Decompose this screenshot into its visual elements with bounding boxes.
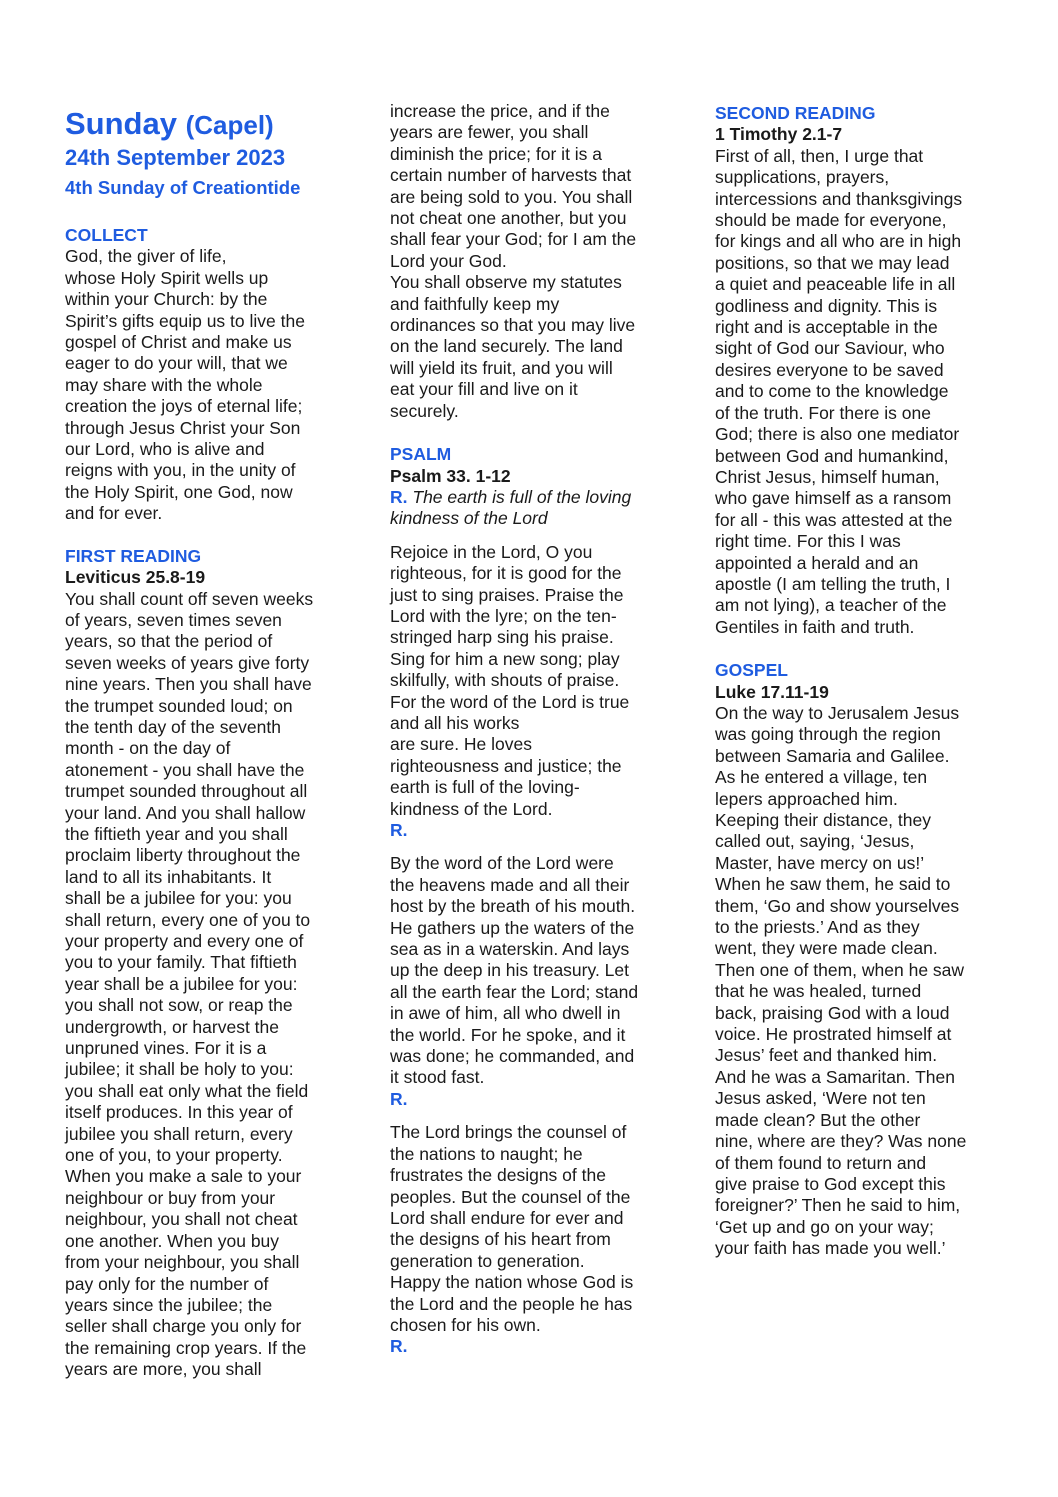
season-title: 4th Sunday of Creationtide [65,177,301,198]
psalm-verse-3: The Lord brings the counsel of the nations to naught; he frustrates the designs of the peoples. But the counsel of the Lord shall endure for ever and the designs of his heart from generation to generation. Happy the nation whose God is the Lord and the people he has chosen for his own. [390,1122,634,1335]
psalm-verse-3-response: R. [390,1336,408,1357]
first-reading-heading: FIRST READING [65,545,202,566]
first-reading-reference: Leviticus 25.8-19 [65,567,206,588]
psalm-verse-2-response: R. [390,1088,408,1109]
psalm-response [390,487,675,530]
first-reading-text: You shall count off seven weeks of years, seven times seven years, so that the period of seven weeks of years give forty nine years. Then you shall have the trumpet sounded loud; on the tenth day of the seventh month - on the day of atonement - you shall have the trumpet sounded throughout all your land. And you shall hallow the fiftieth year and you shall proclaim liberty throughout the land to all its inhabitants. It shall be a jubilee for you: you shall return, every one of you to your property and every one of you to your family. That fiftieth year shall be a jubilee for you: you shall not sow, or reap the undergrowth, or harvest the unpruned vines. For it is a jubilee; it shall be holy to you: you shall eat only what the field itself produces. In this year of jubilee you shall return, every one of you, to your property. When you make a sale to your neighbour or buy from your neighbour, you shall not cheat one another. When you buy from your neighbour, you shall pay only for the number of years since the jubilee; the seller shall charge you only for the remaining crop years. If the years are more, you shall [65,588,314,1380]
second-reading-heading: SECOND READING [715,103,876,123]
column-2 [390,0,675,1358]
second-reading-text: First of all, then, I urge that supplications, prayers, intercessions and thanksgivings should be made for everyone, for kings and all who are in high positions, so that we may lead a quiet and peaceable life in all godliness and dignity. This is right and is acceptable in the sight of God our Saviour, who desires everyone to be saved and to come to the knowledge of the truth. For there is one God; there is also one mediator between God and humankind, Christ Jesus, himself human, who gave himself as a ransom for all - this was attested at the right time. For this I was appointed a herald and an apostle (I am telling the truth, I am not lying), a teacher of the Gentiles in faith and truth. [715,145,963,637]
title-place: (Capel) [185,110,274,140]
psalm-verse-1-response: R. [390,820,408,840]
title-main: Sunday [65,106,177,141]
psalm-reference: Psalm 33. 1-12 [390,465,511,486]
service-date: 24th September 2023 [65,145,286,170]
gospel-heading: GOSPEL [715,660,788,681]
gospel-text: On the way to Jerusalem Jesus was going through the region between Samaria and Galilee. As he entered a village, ten lepers approached him. Keeping their distance, they called out, saying, ‘Jesus, Master, have mercy on us!’ When he saw them, he said to them, ‘Go and show yourselves to the priests.’ And as they went, they were made clean. Then one of them, when he saw that he was healed, turned back, praising God with a loud voice. He prostrated himself at Jesus’ feet and thanked him. And he was a Samaritan. Then Jesus asked, ‘Were not ten made clean? But the other nine, where are they? Was none of them found to return and give praise to God except this foreigner?’ Then he said to him, ‘Get up and go on your way; your faith has made you well.’ [715,702,967,1259]
psalm-heading: PSALM [390,444,452,465]
psalm-verse-2: By the word of the Lord were the heavens made and all their host by the breath of his mouth. He gathers up the waters of the sea as in a waterskin. And lays up the deep in his treasury. Let all the earth fear the Lord; stand in awe of him, all who dwell in the world. For he spoke, and it was done; he commanded, and it stood fast. [390,853,639,1088]
response-mark: R. [390,486,408,507]
response-text: The earth is full of the loving kindness of the Lord [390,486,632,529]
column-3 [715,0,1000,1260]
gospel-reference: Luke 17.11-19 [715,681,829,702]
page-title [65,106,350,143]
column-1 [65,0,350,1381]
collect-heading: COLLECT [65,225,148,245]
first-reading-text-continued: increase the price, and if the years are fewer, you shall diminish the price; for it is a certain number of harvests that are being sold to you. You shall not cheat one another, but you shall fear your God; for I am the Lord your God. You shall observe my statutes and faithfully keep my ordinances so that you may live on the land securely. The land will yield its fruit, and you will eat your fill and live on it securely. [390,101,637,421]
psalm-verse-1: Rejoice in the Lord, O you righteous, for it is good for the just to sing praises. Praise the Lord with the lyre; on the ten- stringed harp sing his praise. Sing for him a new song; play skilfully, with shouts of praise. For the word of the Lord is true and all his works are sure. He loves righteousness and justice; the earth is full of the loving- kindness of the Lord. [390,541,630,819]
collect-text: God, the giver of life, whose Holy Spirit wells up within your Church: by the Spirit’s gifts equip us to live the gospel of Christ and make us eager to do your will, that we may share with the whole creation the joys of eternal life; through Jesus Christ your Son our Lord, who is alive and reigns with you, in the unity of the Holy Spirit, one God, now and for ever. [65,246,305,524]
second-reading-reference: 1 Timothy 2.1-7 [715,124,843,145]
